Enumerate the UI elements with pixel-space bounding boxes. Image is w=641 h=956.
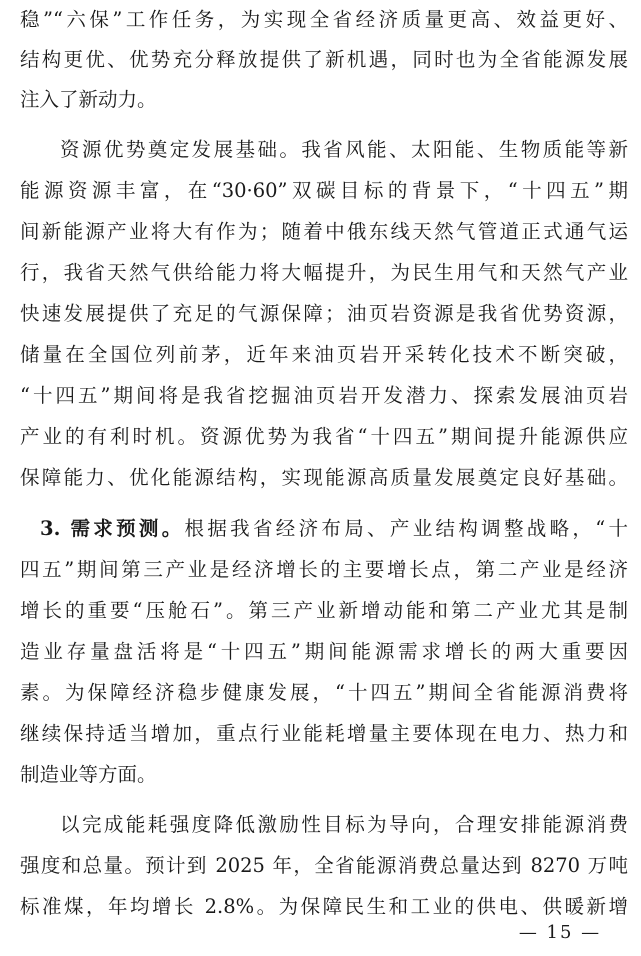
paragraph-3-line-2: 四五”期间第三产业是经济增长的主要增长点，第二产业是经济	[20, 558, 628, 581]
paragraph-2-line-8: 产业的有利时机。资源优势为我省“十四五”期间提升能源供应	[20, 425, 628, 448]
paragraph-2-line-7: “十四五”期间将是我省挖掘油页岩开发潜力、探索发展油页岩	[20, 384, 628, 407]
paragraph-1-line-1: 稳”“六保”工作任务，为实现全省经济质量更高、效益更好、	[20, 8, 628, 31]
paragraph-2-line-4: 行，我省天然气供给能力将大幅提升，为民生用气和天然气产业	[20, 261, 628, 284]
paragraph-3-line-1-text: 根据我省经济布局、产业结构调整战略，“十	[184, 517, 628, 540]
paragraph-2-line-2: 能源资源丰富，在“30·60”双碳目标的背景下，“十四五”期	[20, 179, 628, 202]
paragraph-2-line-1: 资源优势奠定发展基础。我省风能、太阳能、生物质能等新	[60, 138, 628, 161]
paragraph-3-line-7: 制造业等方面。	[20, 763, 157, 786]
page-number: — 15 —	[518, 922, 602, 943]
paragraph-1-line-2: 结构更优、优势充分释放提供了新机遇，同时也为全省能源发展	[20, 48, 628, 71]
paragraph-3-line-5: 素。为保障经济稳步健康发展，“十四五”期间全省能源消费将	[20, 681, 628, 704]
paragraph-3-line-3: 增长的重要“压舱石”。第三产业新增动能和第二产业尤其是制	[20, 599, 628, 622]
paragraph-1-line-3: 注入了新动力。	[20, 88, 157, 111]
paragraph-2-line-9: 保障能力、优化能源结构，实现能源高质量发展奠定良好基础。	[20, 466, 628, 489]
paragraph-2-line-6: 储量在全国位列前茅，近年来油页岩开采转化技术不断突破，	[20, 343, 628, 366]
paragraph-3-line-6: 继续保持适当增加，重点行业能耗增量主要体现在电力、热力和	[20, 722, 628, 745]
paragraph-2-line-5: 快速发展提供了充足的气源保障；油页岩资源是我省优势资源，	[20, 302, 628, 325]
paragraph-2-line-3: 间新能源产业将大有作为；随着中俄东线天然气管道正式通气运	[20, 220, 628, 243]
paragraph-3-line-4: 造业存量盘活将是“十四五”期间能源需求增长的两大重要因	[20, 640, 628, 663]
section-heading: 3. 需求预测。	[40, 517, 185, 540]
paragraph-4-line-3: 标准煤，年均增长 2.8%。为保障民生和工业的供电、供暖新增	[20, 895, 628, 918]
paragraph-3-line-1	[20, 509, 628, 549]
paragraph-4-line-2: 强度和总量。预计到 2025 年，全省能源消费总量达到 8270 万吨	[20, 854, 628, 877]
paragraph-4-line-1: 以完成能耗强度降低激励性目标为导向，合理安排能源消费	[60, 813, 628, 836]
